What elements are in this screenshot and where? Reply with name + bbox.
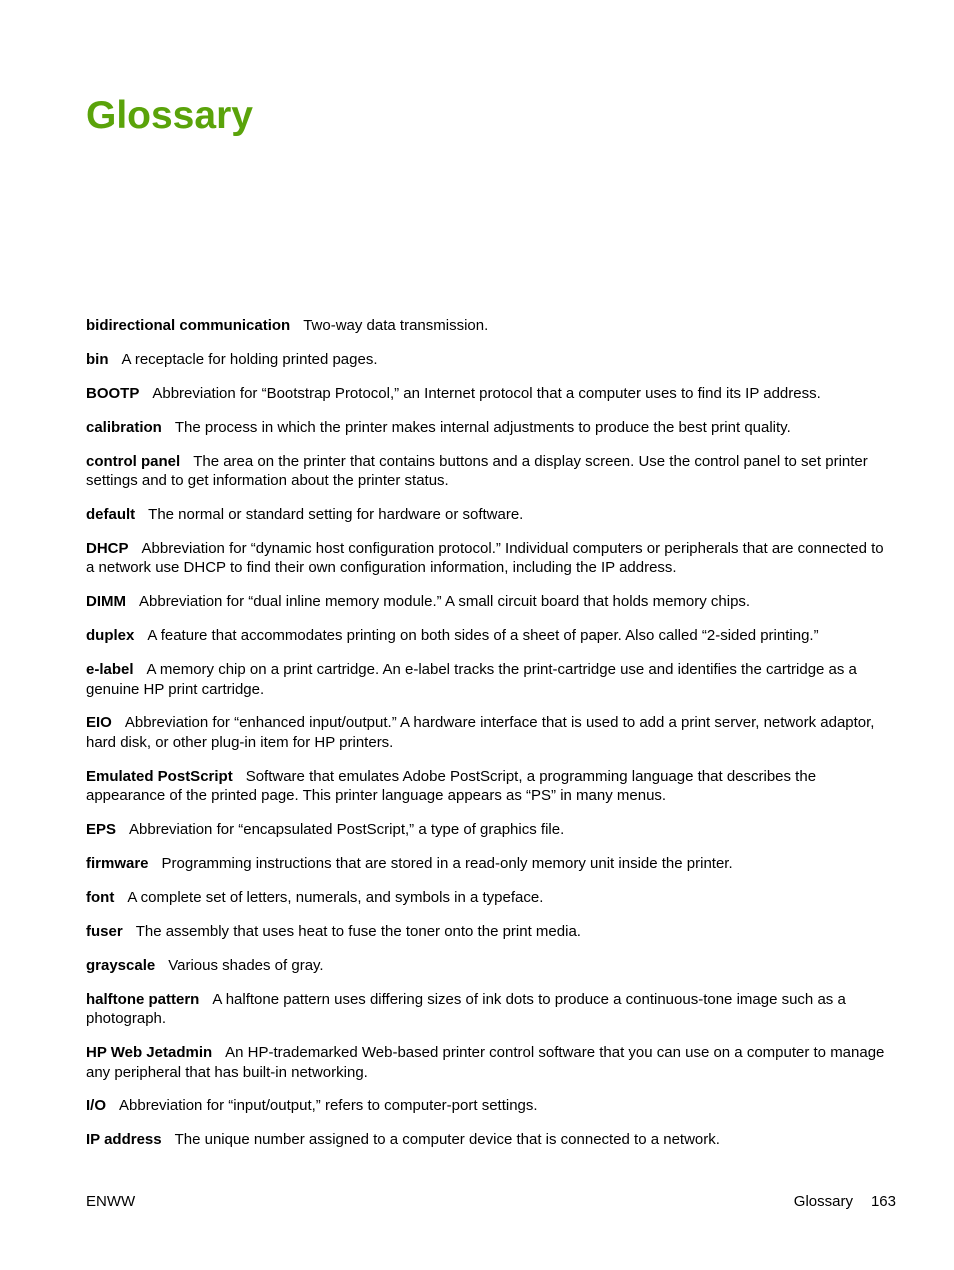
glossary-definition: Various shades of gray. [168, 956, 324, 974]
glossary-definition: Abbreviation for “input/output,” refers to computer-port settings. [119, 1097, 538, 1115]
glossary-definition: Software that emulates Adobe PostScript, a programming language that describes the appearance of the printed page. This printer language appears as “PS” in many menus. [86, 767, 817, 805]
glossary-entry [86, 660, 886, 699]
glossary-list [86, 316, 886, 1164]
glossary-definition: Abbreviation for “enhanced input/output.” A hardware interface that is used to add a print server, network adaptor, hard disk, or other plug-in item for HP printers. [86, 714, 875, 751]
glossary-definition: The unique number assigned to a computer device that is connected to a network. [174, 1131, 720, 1149]
glossary-term: e-label [86, 661, 134, 679]
footer-right [794, 1192, 896, 1212]
glossary-entry [86, 713, 886, 752]
glossary-term: Emulated PostScript [86, 767, 233, 785]
glossary-entry [86, 1096, 886, 1116]
glossary-term: grayscale [86, 956, 156, 974]
glossary-entry [86, 820, 886, 840]
glossary-term: DHCP [86, 539, 129, 557]
glossary-entry [86, 1043, 886, 1082]
glossary-entry [86, 384, 886, 404]
glossary-definition: The normal or standard setting for hardware or software. [148, 505, 524, 523]
footer-publication-code: ENWW [86, 1193, 136, 1210]
glossary-entry [86, 539, 886, 578]
glossary-entry [86, 418, 886, 438]
glossary-term: EIO [86, 714, 112, 732]
glossary-definition: A complete set of letters, numerals, and symbols in a typeface. [127, 888, 544, 906]
glossary-entry [86, 452, 886, 491]
glossary-definition: Programming instructions that are stored in a read-only memory unit inside the printer. [161, 855, 733, 873]
page-number: 163 [870, 1193, 896, 1210]
glossary-definition: A halftone pattern uses differing sizes of ink dots to produce a continuous-tone image such as a photograph. [86, 990, 846, 1028]
glossary-entry [86, 350, 886, 370]
glossary-term: duplex [86, 627, 135, 645]
glossary-term: firmware [86, 855, 149, 873]
glossary-entry [86, 316, 886, 336]
glossary-definition: A memory chip on a print cartridge. An e-label tracks the print-cartridge use and identifies the cartridge as a genuine HP print cartridge. [86, 661, 857, 698]
glossary-term: IP address [86, 1131, 162, 1149]
glossary-definition: An HP-trademarked Web-based printer control software that you can use on a computer to manage any peripheral that has built-in networking. [86, 1044, 885, 1081]
glossary-definition: Abbreviation for “dual inline memory module.” A small circuit board that holds memory chips. [139, 593, 751, 611]
glossary-term: I/O [86, 1097, 107, 1115]
glossary-definition: Abbreviation for “dynamic host configuration protocol.” Individual computers or peripherals that are connected to a network use DHCP to find their own configuration information, including the IP address. [86, 539, 884, 577]
glossary-entry [86, 956, 886, 976]
glossary-entry [86, 626, 886, 646]
footer-section-name: Glossary [793, 1193, 853, 1210]
glossary-term: HP Web Jetadmin [86, 1044, 213, 1062]
glossary-entry [86, 1130, 886, 1150]
glossary-term: EPS [86, 821, 117, 839]
glossary-entry [86, 990, 886, 1029]
glossary-term: DIMM [86, 593, 126, 611]
glossary-definition: A receptacle for holding printed pages. [121, 350, 378, 368]
glossary-entry [86, 888, 886, 908]
glossary-term: default [86, 505, 136, 523]
glossary-entry [86, 592, 886, 612]
glossary-term: halftone pattern [86, 990, 200, 1008]
glossary-term: bidirectional communication [86, 317, 291, 334]
glossary-term: fuser [86, 922, 123, 940]
glossary-definition: Abbreviation for “encapsulated PostScript,” a type of graphics file. [129, 821, 565, 839]
glossary-term: calibration [86, 418, 162, 436]
glossary-entry [86, 922, 886, 942]
glossary-definition: The area on the printer that contains buttons and a display screen. Use the control panel to set printer settings and to get information about the printer status. [86, 452, 868, 490]
glossary-definition: The process in which the printer makes internal adjustments to produce the best print quality. [174, 418, 791, 436]
glossary-entry [86, 505, 886, 525]
page-footer [86, 1192, 896, 1212]
glossary-definition: Two-way data transmission. [303, 317, 489, 334]
glossary-term: bin [86, 350, 109, 368]
glossary-term: control panel [86, 452, 181, 470]
glossary-definition: Abbreviation for “Bootstrap Protocol,” an Internet protocol that a computer uses to find its IP address. [152, 384, 821, 402]
page-title: Glossary [86, 94, 253, 137]
glossary-entry [86, 767, 886, 806]
glossary-entry [86, 854, 886, 874]
glossary-term: BOOTP [86, 384, 140, 402]
glossary-term: font [86, 888, 115, 906]
glossary-definition: The assembly that uses heat to fuse the toner onto the print media. [135, 922, 581, 940]
glossary-definition: A feature that accommodates printing on both sides of a sheet of paper. Also called “2-sided printing.” [147, 627, 819, 645]
